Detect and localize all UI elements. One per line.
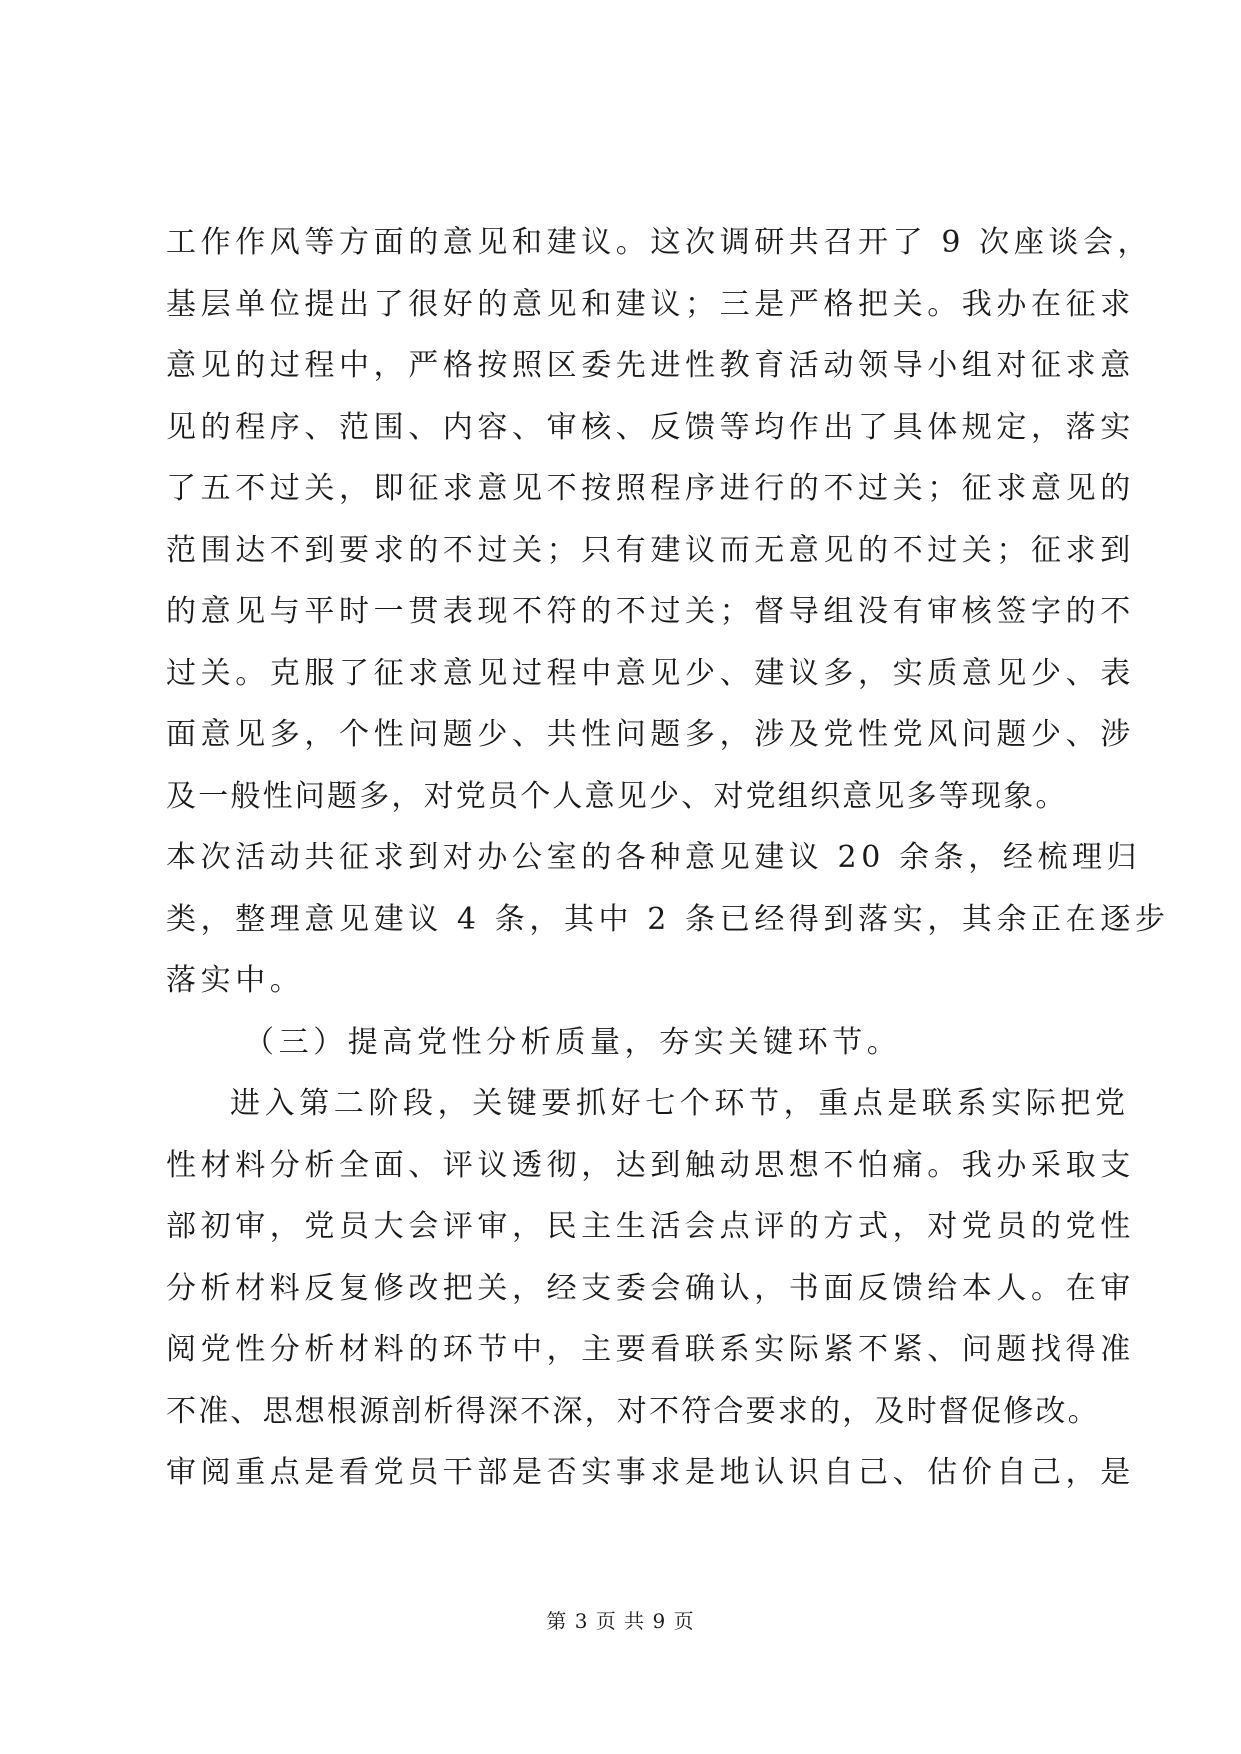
text-line-19: 阅党性分析材料的环节中，主要看联系实际紧不紧、问题找得准 <box>166 1332 1135 1367</box>
text-line-21: 审阅重点是看党员干部是否实事求是地认识自己、估价自己，是 <box>166 1455 1135 1490</box>
text-line-13: 落实中。 <box>166 963 305 998</box>
text-line-1: 工作作风等方面的意见和建议。这次调研共召开了 9 次座谈会， <box>166 225 1153 260</box>
text-line-15: 进入第二阶段，关键要抓好七个环节，重点是联系实际把党 <box>230 1086 1130 1121</box>
text-line-7: 的意见与平时一贯表现不符的不过关；督导组没有审核签字的不 <box>166 594 1135 629</box>
text-line-16: 性材料分析全面、评议透彻，达到触动思想不怕痛。我办采取支 <box>166 1147 1135 1183</box>
text-line-6: 范围达不到要求的不过关；只有建议而无意见的不过关；征求到 <box>166 532 1135 568</box>
text-line-12: 类，整理意见建议 4 条，其中 2 条已经得到落实，其余正在逐步 <box>166 901 1170 937</box>
text-line-17: 部初审，党员大会评审，民主生活会点评的方式，对党员的党性 <box>166 1209 1135 1244</box>
text-line-4: 见的程序、范围、内容、审核、反馈等均作出了具体规定，落实 <box>166 409 1135 445</box>
body-text <box>166 212 1170 1504</box>
text-line-18: 分析材料反复修改把关，经支委会确认，书面反馈给本人。在审 <box>166 1270 1135 1306</box>
section-heading: （三）提高党性分析质量，夯实关键环节。 <box>244 1024 902 1060</box>
text-line-3: 意见的过程中，严格按照区委先进性教育活动领导小组对征求意 <box>166 348 1135 383</box>
text-line-9: 面意见多，个性问题少、共性问题多，涉及党性党风问题少、涉 <box>166 717 1135 752</box>
text-line-5: 了五不过关，即征求意见不按照程序进行的不过关；征求意见的 <box>166 471 1135 506</box>
text-line-20: 不准、思想根源剖析得深不深，对不符合要求的，及时督促修改。 <box>166 1393 1100 1429</box>
text-line-2: 基层单位提出了很好的意见和建议；三是严格把关。我办在征求 <box>166 286 1135 322</box>
text-line-11: 本次活动共征求到对办公室的各种意见建议 20 余条，经梳理归 <box>166 840 1142 875</box>
text-line-10: 及一般性问题多，对党员个人意见少、对党组织意见多等现象。 <box>166 778 1068 814</box>
page-number: 第 3 页 共 9 页 <box>546 1609 695 1633</box>
text-line-8: 过关。克服了征求意见过程中意见少、建议多，实质意见少、表 <box>166 655 1135 691</box>
